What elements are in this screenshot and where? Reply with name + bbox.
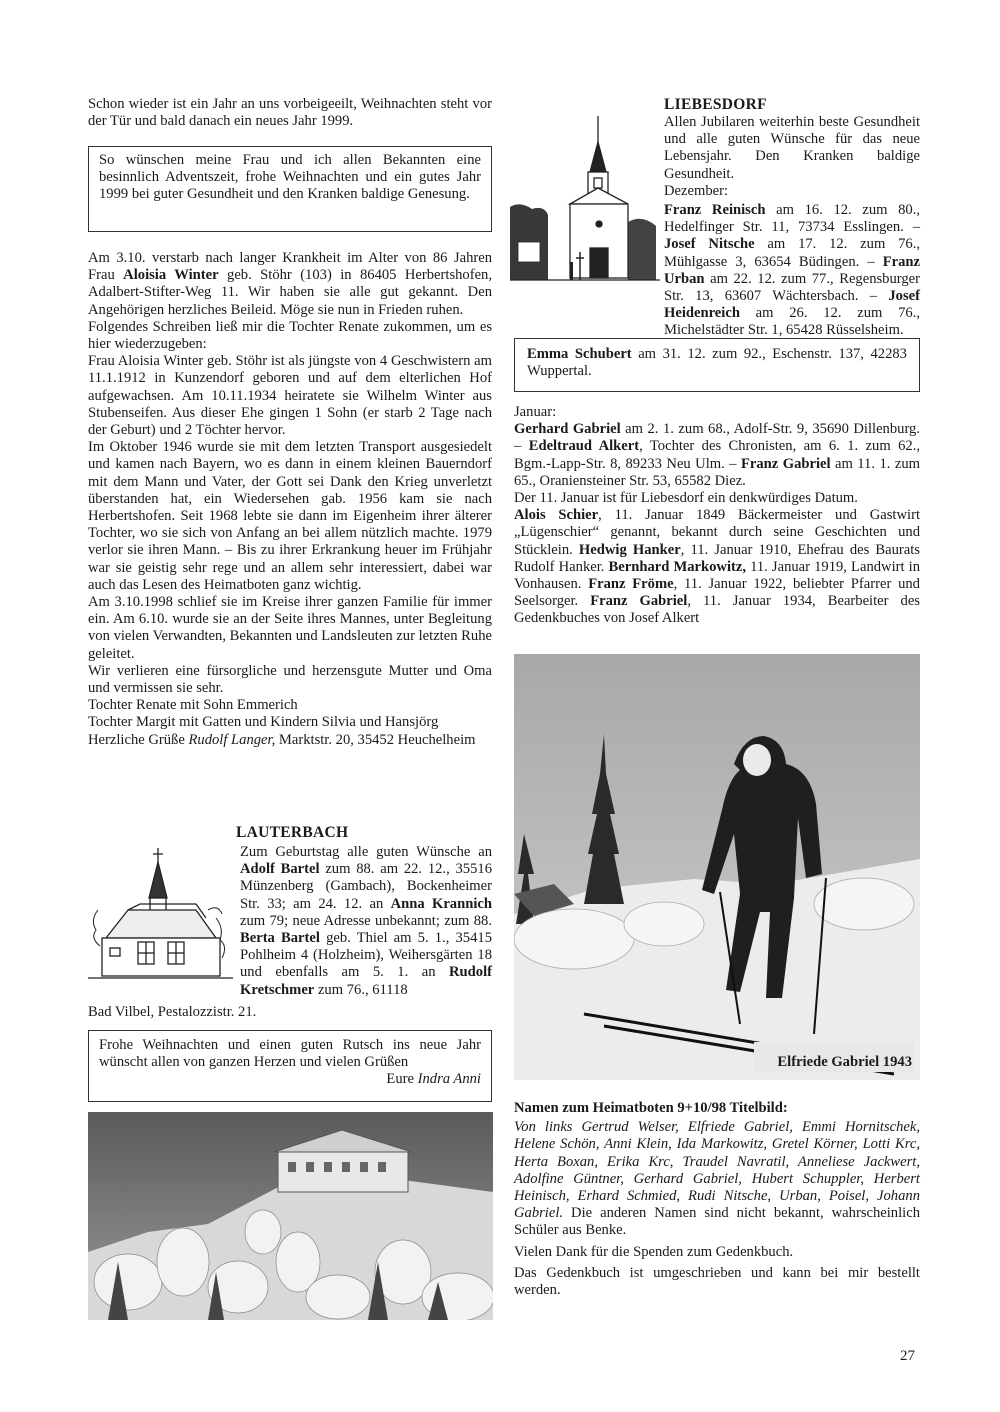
greeting-box-text: So wünschen meine Frau und ich allen Bekannten eine besinnlich Adventszeit, frohe Weihnachten und ein gutes Jahr 1999 bei guter Gesundheit und den Kranken baldige Genesung. (99, 152, 481, 203)
obituary-p8: Tochter Margit mit Gatten und Kindern Silvia und Hansjörg (88, 714, 439, 731)
thanks-text: Vielen Dank für die Spenden zum Gedenkbuch. (514, 1243, 794, 1260)
lauterbach-heading: LAUTERBACH (236, 824, 349, 841)
gedenkbuch-text: Das Gedenkbuch ist umgeschrieben und kann bei mir bestellt werden. (514, 1264, 920, 1299)
obituary-p7: Tochter Renate mit Sohn Emmerich (88, 697, 298, 714)
liebesdorf-december-list: Franz Reinisch am 16. 12. zum 80., Hedelfinger Str. 11, 73734 Esslingen. – Josef Nitsche am 17. 12. zum 76., Mühlgasse 3, 63654 Büdingen. – Franz Urban am 22. 12. zum 77., Regensburger Str. 13, 63607 Wächtersbach. – Josef Heidenreich am 26. 12. zum 76., Michelstädter Str. 1, 65428 Rüsselsheim. (664, 202, 920, 339)
januar-list: Gerhard Gabriel am 2. 1. zum 68., Adolf-Str. 9, 35690 Dillenburg. – Edeltraud Alkert, Tochter des Chronisten, am 6. 1. zum 62., Bgm.-Lapp-Str. 8, 89233 Neu Ulm. – Franz Gabriel am 11. 1. zum 65., Oraniensteiner Str. 53, 65582 Diez. (514, 421, 920, 489)
christmas-greeting-signature: Eure Indra Anni (386, 1071, 481, 1088)
greeting-box (88, 146, 492, 232)
obituary-p4: Im Oktober 1946 wurde sie mit dem letzten Transport ausgesiedelt und kamen nach Bayern, wo es dann in einem kleinen Bauerndorf mit dem Mann und Vater, der Gott sei Dank den Krieg unverletzt überstanden hat, ein Wiedersehen gab. 1956 kam sie nach Herbertshofen. Seit 1968 lebte sie dann im Eigenheim ihrer älterer Tochter, wo sie sich von Anfang an bei allem nützlich machte. 1979 verlor sie ihren Mann. – Bis zu ihrer Erkrankung heuer im Frühjahr war sie geistig sehr rege und an allem sehr interessiert, dabei war auch das Lesen des Heimatboten ganz wichtig. (88, 439, 492, 593)
emma-schubert-text: Emma Schubert am 31. 12. zum 92., Eschenstr. 137, 42283 Wuppertal. (527, 346, 907, 380)
obituary-name: Aloisia Winter (123, 267, 219, 284)
names-section (514, 1100, 920, 1299)
christmas-greeting-text: Frohe Weihnachten und einen guten Rutsch ins neue Jahr wünscht allen von ganzen Herzen und vielen Grüßen (99, 1037, 481, 1071)
liebesdorf-intro (664, 114, 920, 200)
lauterbach-chapel-drawing (88, 840, 233, 990)
lauterbach-text-tail: Bad Vilbel, Pestalozzistr. 21. (88, 1004, 257, 1020)
januar-section (514, 404, 920, 628)
obituary-p3: Frau Aloisia Winter geb. Stöhr ist als jüngste von 4 Geschwistern am 11.1.1912 in Kunzendorf geboren und auf dem elterlichen Hof aufgewachsen. Am 10.11.1934 heiratete sie Wilhelm Winter aus Stubenseifen. Aus dieser Ehe gingen 1 Sohn (er starb 2 Tage nach der Geburt) und 2 Töchter hervor. (88, 353, 492, 439)
obituary-p6: Wir verlieren eine fürsorgliche und herzensgute Mutter und Oma und vermissen sie sehr. (88, 662, 492, 697)
liebesdorf-heading: LIEBESDORF (664, 96, 767, 113)
intro-text: Schon wieder ist ein Jahr an uns vorbeigeeilt, Weihnachten steht vor der Tür und bald danach ein neues Jahr 1999. (88, 96, 492, 130)
skier-photo-image (514, 654, 920, 1080)
obituary-p5: Am 3.10.1998 schlief sie im Kreise ihrer ganzen Familie für immer ein. Am 6.10. wurde sie an der Seite ihres Mannes, unter Begleitung von vielen Verwandten, Bekannten und Landsleuten zur letzten Ruhe geleitet. (88, 594, 492, 662)
liebesdorf-month-december: Dezember: (664, 182, 729, 199)
names-list: Von links Gertrud Welser, Elfriede Gabriel, Emmi Hornitschek, Helene Schön, Anni Klein, Ida Markowitz, Gretel Körner, Lotti Krc, Herta Boxan, Erika Krc, Traudel Navratil, Anneliese Jackwert, Adolfine Güntner, Gerhard Gabriel, Hubert Schuppler, Herbert Heinisch, Erhard Schmied, Rudi Nitsche, Urban, Poisel, Johann Gabriel. Die anderen Namen sind nicht bekannt, wahrscheinlich Schüler aus Benke. (514, 1119, 920, 1239)
names-heading: Namen zum Heimatboten 9+10/98 Titelbild: (514, 1100, 788, 1116)
lauterbach-text: Zum Geburtstag alle guten Wünsche an Adolf Bartel zum 88. am 22. 12., 35516 Münzenberg (Gambach), Bockenheimer Str. 33; am 24. 12. an Anna Krannich zum 79; neue Adresse unbekannt; zum 88. Berta Bartel geb. Thiel am 5. 1., 35415 Pohlheim 4 (Holzheim), Weihersgärten 18 und ebenfalls am 5. 1. an Rudolf Kretschmer zum 76., 61118 (240, 844, 492, 998)
januar-heading: Januar: (514, 404, 557, 420)
obituary-p1: Am 3.10. verstarb nach langer Krankheit im Alter von 86 Jahren Frau Aloisia Winter geb. Stöhr (103) in 86405 Herbertshofen, Adalbert-Stifter-Weg 11. Wir haben sie alle gut gekannt. Den Angehörigen herzliches Beileid. Möge sie nun in Frieden ruhen. (88, 250, 492, 318)
page-number: 27 (900, 1348, 915, 1364)
januar-date-note: Der 11. Januar ist für Liebesdorf ein denkwürdiges Datum. (514, 490, 858, 507)
liebesdorf-intro-text: Allen Jubilaren weiterhin beste Gesundheit und alle guten Wünsche für das neue Lebensjahr. Den Kranken baldige Gesundheit. (664, 114, 920, 182)
januar-memorials: Alois Schier, 11. Januar 1849 Bäckermeister und Gastwirt „Lügenschier“ genannt, bekannt durch seine Geschichten und Stücklein. Hedwig Hanker, 11. Januar 1910, Ehefrau des Baurats Rudolf Hanker. Bernhard Markowitz, 11. Januar 1919, Landwirt in Vonhausen. Franz Fröme, 11. Januar 1922, beliebter Pfarrer und Seelsorger. Franz Gabriel, 11. Januar 1934, Bearbeiter des Gedenkbuches von Josef Alkert (514, 507, 920, 627)
skier-photo (514, 654, 920, 1080)
christmas-greeting-box (88, 1030, 492, 1102)
mountain-hut-photo (88, 1112, 493, 1320)
obituary-p9: Herzliche Grüße Rudolf Langer, Marktstr. 20, 35452 Heuchelheim (88, 731, 476, 748)
photo-caption: Elfriede Gabriel 1943 (777, 1054, 912, 1070)
liebesdorf-church-drawing (510, 112, 660, 292)
emma-schubert-box (514, 338, 920, 392)
obituary (88, 250, 492, 749)
obituary-p2: Folgendes Schreiben ließ mir die Tochter Renate zukommen, um es hier wiederzugeben: (88, 318, 492, 353)
